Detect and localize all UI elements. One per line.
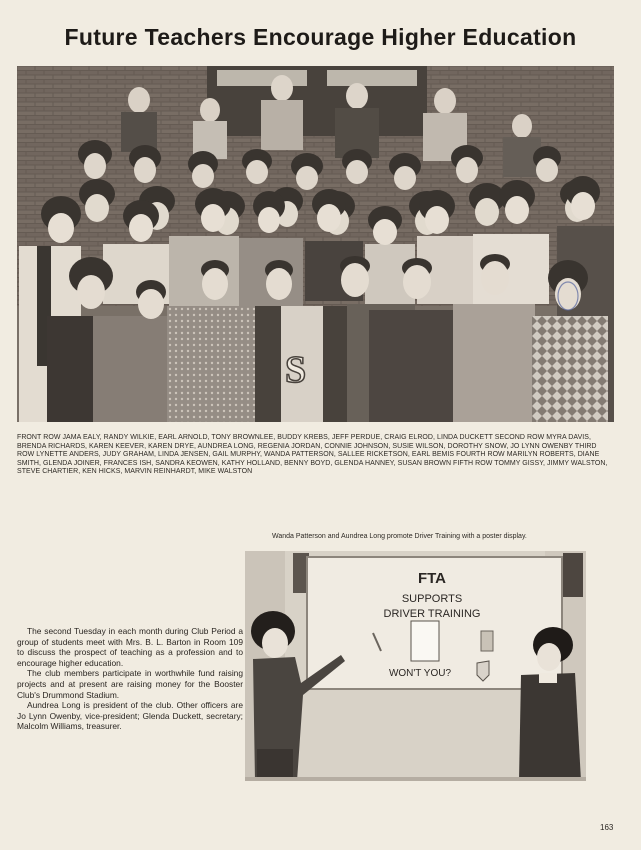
poster-line-fta: FTA bbox=[417, 570, 447, 587]
group-photo-caption: FRONT ROW JAMA EALY, RANDY WILKIE, EARL ARNOLD, TONY BROWNLEE, BUDDY KREBS, JEFF PERDUE, CRAIG ELROD, LINDA DUCKETT SECOND ROW MYRA DAVIS, BRENDA RICHARDS, KAREN KEEVER, KAREN DRYE, AUNDREA LONG, REGENIA JORDAN, CONNIE JOHNSON, SUSIE WILSON, DOROTHY SNOW, JO LYNN OWENBY THIRD ROW LYNETTE ANDERS, JUDY GRAHAM, LINDA JENSEN, GAIL MURPHY, WANDA PATTERSON, SALLEE RICKETSON, EARL BEMIS FOURTH ROW MARILYN ROBERTS, DIANE SMITH, GLENDA JOINER, FRANCES ISH, SANDRA KEOWEN, KATHY HOLLAND, BENNY BOYD, GLENDA HANNEY, SUSAN BROWN FIFTH ROW TOMMY GISSY, JIMMY WALSTON, STEVE CHARTIER, KEN HICKS, MARVIN REINHARDT, MIKE WALSTON bbox=[17, 434, 608, 476]
article-paragraph: The second Tuesday in each month during Club Period a group of students meet with Mrs. B. L. Barton in Room 109 to discuss the prospect of teaching as a profession and to encourage higher education. bbox=[17, 626, 243, 668]
page-title: Future Teachers Encourage Higher Education bbox=[64, 24, 577, 50]
poster-photo-caption: Wanda Patterson and Aundrea Long promote Driver Training with a poster display. bbox=[272, 533, 527, 540]
article-paragraph: The club members participate in worthwhile fund raising projects and at present are raising money for the Booster Club's Drummond Stadium. bbox=[17, 668, 243, 700]
poster-line-wont-you: WON'T YOU? bbox=[388, 668, 452, 679]
poster-photo bbox=[245, 551, 586, 781]
article-paragraph: Aundrea Long is president of the club. Other officers are Jo Lynn Owenby, vice-president; Glenda Duckett, secretary; Malcolm Williams, treasurer. bbox=[17, 700, 243, 732]
poster-card bbox=[411, 621, 439, 661]
article-text bbox=[17, 626, 243, 732]
poster-line-driver-training: DRIVER TRAINING bbox=[383, 608, 481, 620]
group-photo bbox=[17, 66, 614, 422]
poster-line-supports: SUPPORTS bbox=[401, 593, 463, 605]
page-number: 163 bbox=[600, 823, 614, 832]
letter-sweater-emblem: S bbox=[285, 349, 307, 391]
